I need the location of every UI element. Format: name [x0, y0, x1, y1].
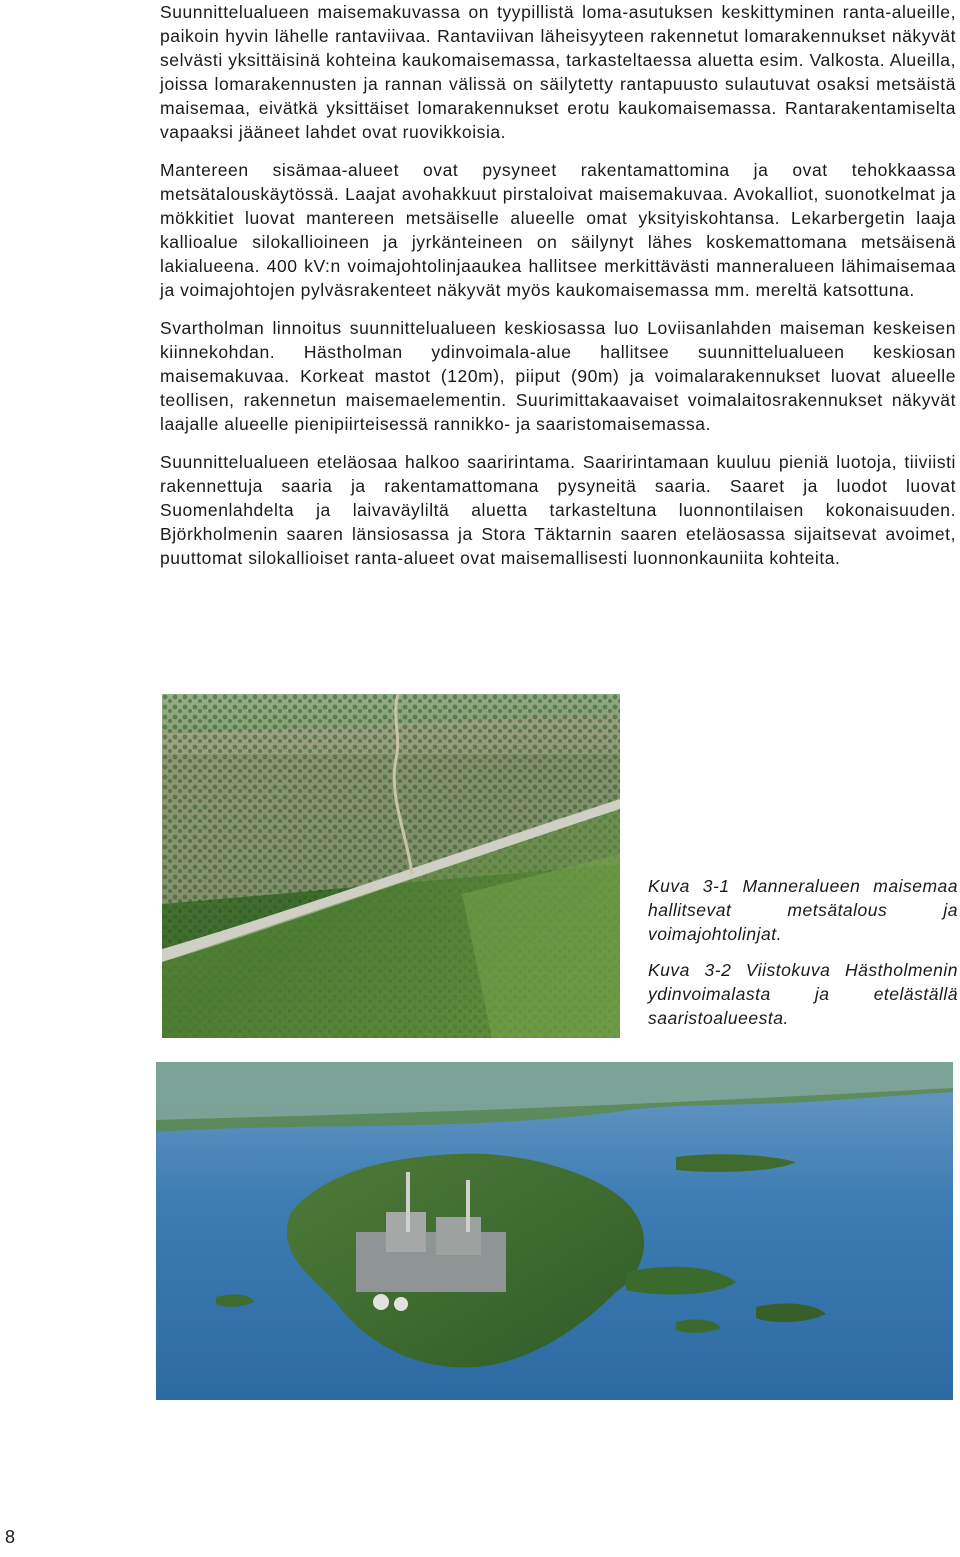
nuclear-plant-aerial-photo [156, 1062, 953, 1400]
caption-2: Kuva 3-2 Viistokuva Hästholmenin ydinvoimalasta ja eteläställä saaristoalueesta. [648, 960, 958, 1028]
caption-1: Kuva 3-1 Manneralueen maisemaa hallitsevat metsätalous ja voimajohtolinjat. [648, 876, 958, 944]
paragraph-1: Suunnittelualueen maisemakuvassa on tyypillistä loma-asutuksen keskittyminen ranta-alueille, paikoin hyvin lähelle rantaviivaa. Rantaviivan läheisyyteen rakennetut lomarakennukset näkyvät selvästi yksittäisinä kohteina kaukomaisemassa, tarkasteltaessa aluetta esim. Valkosta. Alueilla, joissa lomarakennusten ja rannan välissä on säilytetty rantapuusto sulautuvat osaksi metsäistä maisemaa, eivätkä yksittäiset lomarakennukset erotu kaukomaisemassa. Rantarakentamiselta vapaaksi jääneet lahdet ovat ruovikkoisia. [160, 2, 956, 142]
nuclear-plant-aerial-image [156, 1062, 953, 1400]
forest-aerial-photo [162, 694, 620, 1038]
forest-aerial-image [162, 694, 620, 1038]
paragraph-3: Svartholman linnoitus suunnittelualueen keskiosassa luo Loviisanlahden maiseman keskeisen kiinnekohdan. Hästholman ydinvoimala-alue hallitsee suunnittelualueen keskiosan maisemakuvaa. Korkeat mastot (120m), piiput (90m) ja voimalarakennukset luovat alueelle teollisen, rakennetun maisemaelementin. Suurimittakaavaiset voimalaitosrakennukset näkyvät laajalle alueelle pienipiirteisessä rannikko- ja saaristomaisemassa. [160, 318, 956, 434]
paragraph-2: Mantereen sisämaa-alueet ovat pysyneet rakentamattomina ja ovat tehokkaassa metsätalouskäytössä. Laajat avohakkuut pirstaloivat maisemakuvaa. Avokalliot, suonotkelmat ja mökkitiet luovat mantereen metsäiselle alueelle omat yksityiskohtansa. Lekarbergetin laaja kallioalue silokallioineen ja jyrkänteineen on säilynyt lähes koskemattomana metsäisenä lakialueena. 400 kV:n voimajohtolinjaaukea hallitsee merkittävästi manneralueen lähimaisemaa ja voimajohtojen pylväsrakenteet näkyvät myös kaukomaisemassa mm. mereltä katsottuna. [160, 160, 956, 300]
page-number: 8 [4, 1527, 15, 1547]
body-text [160, 0, 956, 584]
paragraph-4: Suunnittelualueen eteläosaa halkoo saaririntama. Saaririntamaan kuuluu pieniä luotoja, tiiviisti rakennettuja saaria ja rakentamattomana pysyneitä saaria. Saaret ja luodot luovat Suomenlahdelta ja laivaväyliltä aluetta tarkasteltuna luonnontilaisen kokonaisuuden. Björkholmenin saaren länsiosassa ja Stora Täktarnin saaren eteläosassa sijaitsevat avoimet, puuttomat silokallioiset ranta-alueet ovat maisemallisesti luonnonkauniita kohteita. [160, 452, 956, 568]
